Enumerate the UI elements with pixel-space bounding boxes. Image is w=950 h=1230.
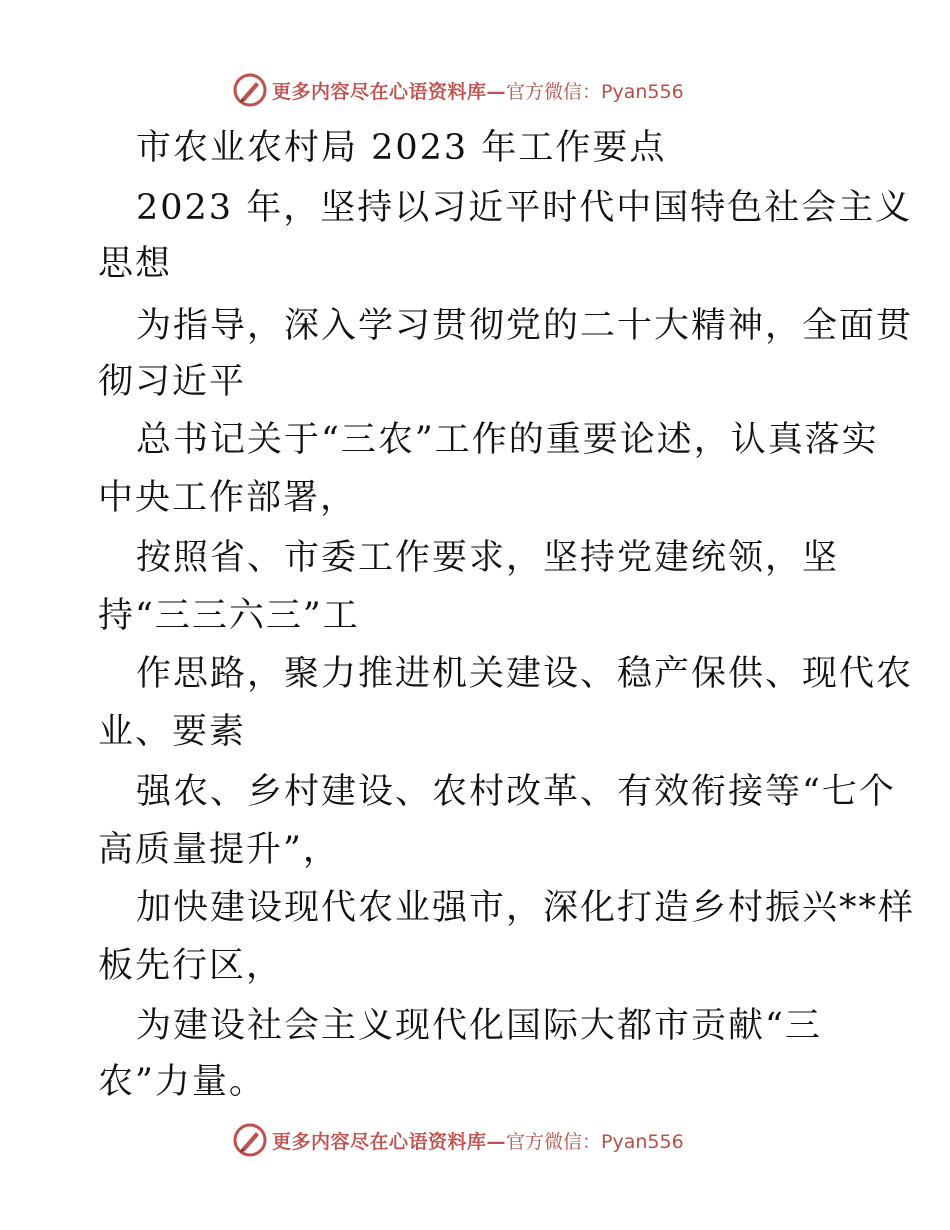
paragraph-line: 持“三三六三”工: [98, 596, 360, 636]
document-title: 市农业农村局 2023 年工作要点: [136, 128, 667, 168]
paragraph-line: 按照省、市委工作要求，坚持党建统领，坚: [136, 538, 840, 578]
watermark-banner-top: [232, 70, 684, 110]
paragraph-line: 强农、乡村建设、农村改革、有效衔接等“七个: [136, 772, 896, 812]
paragraph-line: 彻习近平: [98, 362, 247, 402]
paragraph-line: 农”力量。: [98, 1062, 266, 1102]
paragraph-line: 板先行区，: [98, 946, 284, 986]
paragraph-line: 高质量提升”，: [98, 830, 340, 870]
watermark-text: 更多内容尽在心语资料库—: [272, 1130, 507, 1153]
paragraph-line: 中央工作部署，: [98, 478, 358, 518]
watermark-contact: 官方微信：Pyan556: [506, 1130, 684, 1153]
watermark-text: 更多内容尽在心语资料库—: [272, 80, 507, 103]
paragraph-line: 业、要素: [98, 712, 247, 752]
paragraph-line: 总书记关于“三农”工作的重要论述，认真落实: [136, 420, 879, 460]
watermark-banner-bottom: [232, 1120, 684, 1160]
paragraph-line: 为建设社会主义现代化国际大都市贡献“三: [136, 1006, 822, 1046]
paragraph-line: 2023 年，坚持以习近平时代中国特色社会主义: [136, 188, 913, 228]
paragraph-line: 作思路，聚力推进机关建设、稳产保供、现代农: [136, 654, 914, 694]
paragraph-line: 为指导，深入学习贯彻党的二十大精神，全面贯: [136, 306, 914, 346]
watermark-contact: 官方微信：Pyan556: [506, 80, 684, 103]
paragraph-line: 加快建设现代农业强市，深化打造乡村振兴**样: [136, 888, 916, 928]
pen-logo-icon: [232, 72, 268, 108]
pen-logo-icon: [232, 1122, 268, 1158]
paragraph-line: 思想: [98, 244, 173, 284]
